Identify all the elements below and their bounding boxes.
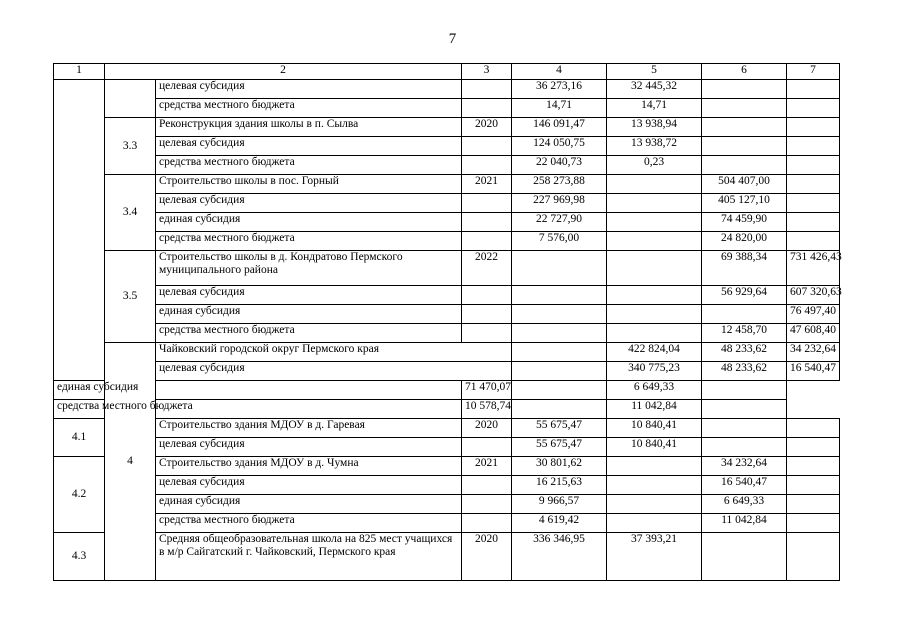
row-name: целевая субсидия xyxy=(156,476,462,495)
year-cell: 2021 xyxy=(462,457,512,476)
value-cell: 16 215,63 xyxy=(512,476,607,495)
value-cell: 12 458,70 xyxy=(702,324,787,343)
row-name: средства местного бюджета xyxy=(156,99,462,118)
financing-table xyxy=(53,63,840,581)
value-cell: 47 608,40 xyxy=(787,324,840,343)
table-row xyxy=(54,362,840,381)
row-name: целевая субсидия xyxy=(156,194,462,213)
value-cell: 11 042,84 xyxy=(702,514,787,533)
table-row xyxy=(54,232,840,251)
row-name: целевая субсидия xyxy=(156,362,512,381)
header-cell: 4 xyxy=(512,64,607,80)
year-cell xyxy=(512,362,607,381)
value-cell xyxy=(512,305,607,324)
value-cell xyxy=(607,232,702,251)
value-cell: 24 820,00 xyxy=(702,232,787,251)
value-cell xyxy=(607,286,702,305)
row-name: средства местного бюджета xyxy=(54,400,156,419)
value-cell: 340 775,23 xyxy=(607,362,702,381)
header-row xyxy=(54,64,840,80)
table-row xyxy=(54,99,840,118)
value-cell: 11 042,84 xyxy=(607,400,702,419)
value-cell xyxy=(787,514,840,533)
row-name: единая субсидия xyxy=(156,213,462,232)
value-cell xyxy=(787,419,840,438)
value-cell xyxy=(702,99,787,118)
value-cell xyxy=(607,324,702,343)
table-row xyxy=(54,80,840,99)
year-cell: 2020 xyxy=(462,533,512,581)
value-cell: 48 233,62 xyxy=(702,362,787,381)
value-cell xyxy=(787,476,840,495)
section-number: 4 xyxy=(105,343,156,581)
year-cell xyxy=(462,232,512,251)
value-cell xyxy=(607,457,702,476)
row-name: Чайковский городской округ Пермского края xyxy=(156,343,512,362)
value-cell: 4 619,42 xyxy=(512,514,607,533)
value-cell: 56 929,64 xyxy=(702,286,787,305)
value-cell: 124 050,75 xyxy=(512,137,607,156)
table-row xyxy=(54,175,840,194)
value-cell xyxy=(702,156,787,175)
value-cell: 422 824,04 xyxy=(607,343,702,362)
subsection-number: 3.4 xyxy=(105,175,156,251)
year-cell xyxy=(462,438,512,457)
row-name: Строительство здания МДОУ в д. Гаревая xyxy=(156,419,462,438)
value-cell: 405 127,10 xyxy=(702,194,787,213)
value-cell: 32 445,32 xyxy=(607,80,702,99)
value-cell: 34 232,64 xyxy=(702,457,787,476)
table-row xyxy=(54,118,840,137)
year-cell: 2020 xyxy=(462,118,512,137)
value-cell xyxy=(607,476,702,495)
value-cell xyxy=(512,251,607,286)
table-row xyxy=(54,194,840,213)
year-cell: 2020 xyxy=(462,419,512,438)
table-row xyxy=(54,476,840,495)
value-cell xyxy=(702,533,787,581)
header-cell: 1 xyxy=(54,64,105,80)
value-cell: 6 649,33 xyxy=(607,381,702,400)
table-row xyxy=(54,457,840,476)
value-cell xyxy=(512,324,607,343)
row-name: средства местного бюджета xyxy=(156,324,462,343)
value-cell: 55 675,47 xyxy=(512,438,607,457)
value-cell: 13 938,72 xyxy=(607,137,702,156)
row-name: целевая субсидия xyxy=(156,137,462,156)
value-cell xyxy=(607,213,702,232)
table-row xyxy=(54,286,840,305)
value-cell: 6 649,33 xyxy=(702,495,787,514)
year-cell xyxy=(462,476,512,495)
value-cell: 227 969,98 xyxy=(512,194,607,213)
table-row xyxy=(54,324,840,343)
year-cell xyxy=(512,343,607,362)
year-cell xyxy=(462,156,512,175)
value-cell: 30 801,62 xyxy=(512,457,607,476)
value-cell xyxy=(607,251,702,286)
value-cell xyxy=(702,118,787,137)
value-cell: 76 497,40 xyxy=(787,305,840,324)
value-cell: 37 393,21 xyxy=(607,533,702,581)
value-cell xyxy=(607,514,702,533)
year-cell xyxy=(462,80,512,99)
row-name: целевая субсидия xyxy=(156,286,462,305)
header-cell: 7 xyxy=(787,64,840,80)
table-row xyxy=(54,213,840,232)
value-cell: 0,23 xyxy=(607,156,702,175)
table-row xyxy=(54,400,840,419)
table-row xyxy=(54,495,840,514)
value-cell xyxy=(702,419,787,438)
value-cell xyxy=(787,213,840,232)
value-cell xyxy=(787,118,840,137)
value-cell: 10 578,74 xyxy=(462,400,512,419)
table-row xyxy=(54,533,840,581)
value-cell xyxy=(702,400,787,419)
value-cell xyxy=(787,137,840,156)
value-cell: 16 540,47 xyxy=(787,362,840,381)
value-cell xyxy=(702,438,787,457)
value-cell xyxy=(702,305,787,324)
row-name: Строительство школы в д. Кондратово Пермского муниципального района xyxy=(156,251,462,286)
row-name: целевая субсидия xyxy=(156,438,462,457)
table-row xyxy=(54,305,840,324)
value-cell: 504 407,00 xyxy=(702,175,787,194)
value-cell xyxy=(787,80,840,99)
year-cell xyxy=(462,324,512,343)
value-cell xyxy=(787,99,840,118)
value-cell: 22 040,73 xyxy=(512,156,607,175)
value-cell xyxy=(607,305,702,324)
subsection-number: 4.3 xyxy=(54,533,105,581)
value-cell xyxy=(787,457,840,476)
table-row xyxy=(54,514,840,533)
value-cell xyxy=(787,232,840,251)
subsection-number: 3.3 xyxy=(105,118,156,175)
value-cell xyxy=(512,400,607,419)
subsection-number: 3.5 xyxy=(105,251,156,343)
row-name: Строительство школы в пос. Горный xyxy=(156,175,462,194)
value-cell: 69 388,34 xyxy=(702,251,787,286)
year-cell xyxy=(462,137,512,156)
value-cell: 731 426,43 xyxy=(787,251,840,286)
year-cell xyxy=(156,400,462,419)
value-cell xyxy=(702,137,787,156)
year-cell xyxy=(462,286,512,305)
value-cell xyxy=(787,495,840,514)
value-cell: 36 273,16 xyxy=(512,80,607,99)
year-cell xyxy=(462,305,512,324)
row-name: средства местного бюджета xyxy=(156,156,462,175)
year-cell xyxy=(462,99,512,118)
value-cell xyxy=(787,194,840,213)
value-cell: 22 727,90 xyxy=(512,213,607,232)
page-number: 7 xyxy=(448,31,457,47)
header-cell: 6 xyxy=(702,64,787,80)
value-cell: 10 840,41 xyxy=(607,419,702,438)
row-name: Реконструкция здания школы в п. Сылва xyxy=(156,118,462,137)
year-cell xyxy=(462,194,512,213)
section-number-cell xyxy=(54,80,105,381)
table-row xyxy=(54,137,840,156)
value-cell: 607 320,63 xyxy=(787,286,840,305)
table-row xyxy=(54,156,840,175)
header-cell: 3 xyxy=(462,64,512,80)
value-cell: 13 938,94 xyxy=(607,118,702,137)
value-cell: 14,71 xyxy=(607,99,702,118)
year-cell xyxy=(462,495,512,514)
row-name: единая субсидия xyxy=(156,495,462,514)
year-cell: 2022 xyxy=(462,251,512,286)
subsection-number: 4.1 xyxy=(54,419,105,457)
table-row xyxy=(54,381,840,400)
value-cell: 7 576,00 xyxy=(512,232,607,251)
row-name: Строительство здания МДОУ в д. Чумна xyxy=(156,457,462,476)
table-row xyxy=(54,343,840,362)
year-cell xyxy=(156,381,462,400)
subsection-number-cell xyxy=(105,80,156,118)
row-name: Средняя общеобразовательная школа на 825 мест учащихся в м/р Сайгатский г. Чайковский, Пермского края xyxy=(156,533,462,581)
value-cell: 74 459,90 xyxy=(702,213,787,232)
value-cell xyxy=(607,175,702,194)
value-cell xyxy=(787,156,840,175)
value-cell: 48 233,62 xyxy=(702,343,787,362)
value-cell xyxy=(787,175,840,194)
value-cell xyxy=(607,495,702,514)
value-cell: 258 273,88 xyxy=(512,175,607,194)
year-cell xyxy=(462,213,512,232)
value-cell: 71 470,07 xyxy=(462,381,512,400)
value-cell: 55 675,47 xyxy=(512,419,607,438)
value-cell xyxy=(512,381,607,400)
value-cell xyxy=(702,80,787,99)
value-cell: 10 840,41 xyxy=(607,438,702,457)
year-cell xyxy=(462,514,512,533)
value-cell xyxy=(607,194,702,213)
value-cell xyxy=(702,381,787,400)
value-cell: 146 091,47 xyxy=(512,118,607,137)
row-name: единая субсидия xyxy=(156,305,462,324)
header-cell: 5 xyxy=(607,64,702,80)
value-cell: 34 232,64 xyxy=(787,343,840,362)
subsection-number: 4.2 xyxy=(54,457,105,533)
value-cell xyxy=(787,438,840,457)
header-cell: 2 xyxy=(105,64,462,80)
table-row xyxy=(54,419,840,438)
value-cell: 336 346,95 xyxy=(512,533,607,581)
value-cell xyxy=(787,533,840,581)
row-name: единая субсидия xyxy=(54,381,156,400)
row-name: средства местного бюджета xyxy=(156,514,462,533)
value-cell: 9 966,57 xyxy=(512,495,607,514)
row-name: средства местного бюджета xyxy=(156,232,462,251)
value-cell xyxy=(512,286,607,305)
value-cell: 14,71 xyxy=(512,99,607,118)
year-cell: 2021 xyxy=(462,175,512,194)
table-row xyxy=(54,438,840,457)
table-row xyxy=(54,251,840,286)
row-name: целевая субсидия xyxy=(156,80,462,99)
value-cell: 16 540,47 xyxy=(702,476,787,495)
